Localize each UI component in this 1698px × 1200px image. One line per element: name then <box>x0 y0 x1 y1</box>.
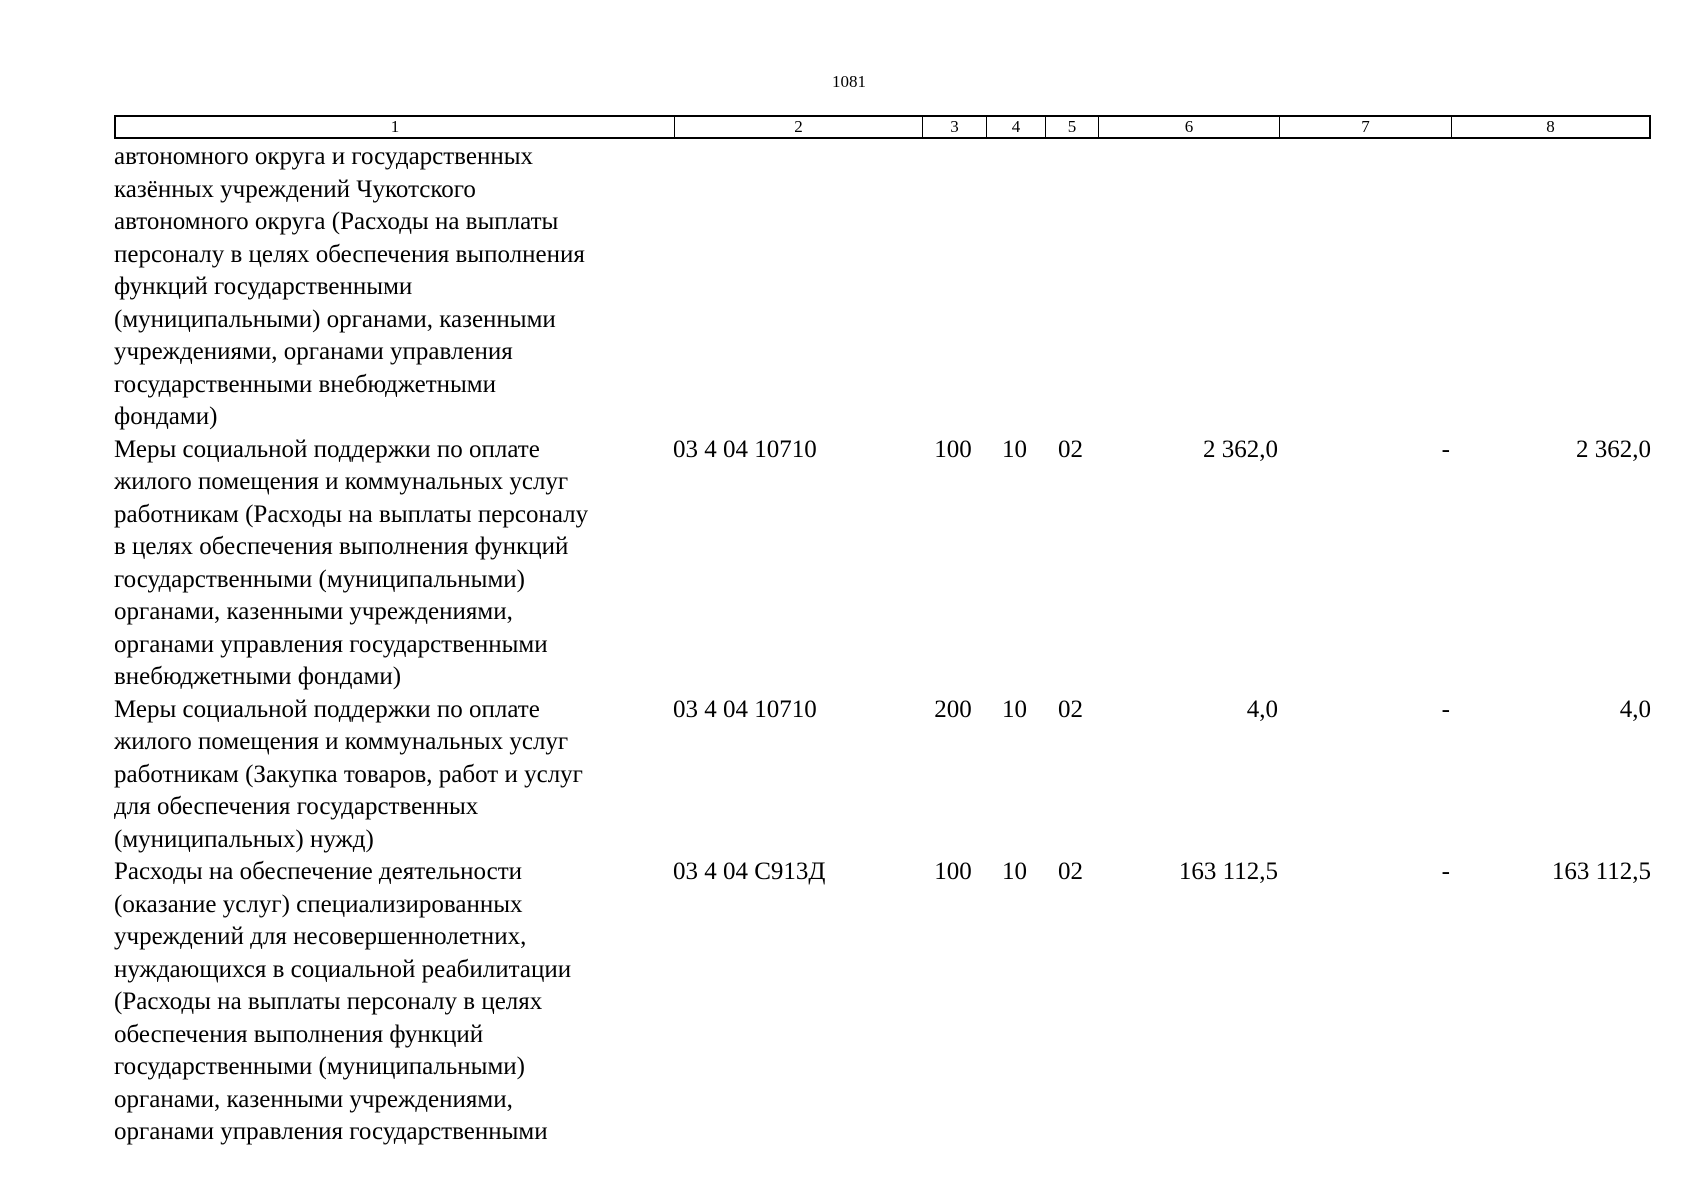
header-col-7: 7 <box>1280 117 1452 137</box>
row-description: Меры социальной поддержки по оплате жилого помещения и коммунальных услуг работникам (Закупка товаров, работ и услуг для обеспечения государственных (муниципальных) нужд) <box>114 695 583 853</box>
table-row <box>114 694 1651 857</box>
header-col-1: 1 <box>116 117 675 137</box>
row-target-code: 03 4 04 10710 <box>673 435 817 463</box>
table-header <box>114 115 1651 139</box>
row-sum-col8: 2 362,0 <box>1576 435 1651 463</box>
row-sum-col8: 4,0 <box>1619 695 1651 723</box>
row-sum-col7: - <box>1441 695 1450 723</box>
row-sum-col6: 2 362,0 <box>1203 435 1278 463</box>
row-target-code: 03 4 04 10710 <box>673 695 817 723</box>
row-subsection: 02 <box>1058 435 1083 463</box>
row-subsection: 02 <box>1058 858 1083 885</box>
row-description: автономного округа и государственных казённых учреждений Чукотского автономного округа (Расходы на выплаты персоналу в целях обеспечения выполнения функций государственными (муниципальными) органами, казенными учреждениями, органами управления государственными внебюджетными фондами) <box>114 143 585 430</box>
header-col-2: 2 <box>675 117 923 137</box>
table-body <box>114 141 1651 1149</box>
row-description: Меры социальной поддержки по оплате жилого помещения и коммунальных услуг работникам (Расходы на выплаты персоналу в целях обеспечения выполнения функций государственными (муниципальными) органами, казенными учреждениями, органами управления государственными внебюджетными фондами) <box>114 435 589 690</box>
row-expense-type: 100 <box>934 435 972 463</box>
row-expense-type: 100 <box>934 858 972 885</box>
row-target-code: 03 4 04 С913Д <box>673 858 826 885</box>
header-col-6: 6 <box>1099 117 1280 137</box>
row-sum-col7: - <box>1441 435 1450 463</box>
row-section: 10 <box>1002 858 1027 885</box>
row-expense-type: 200 <box>934 695 972 723</box>
row-section: 10 <box>1002 695 1027 723</box>
row-sum-col6: 163 112,5 <box>1178 858 1278 885</box>
row-description: Расходы на обеспечение деятельности (оказание услуг) специализированных учреждений для несовершеннолетних, нуждающихся в социальной реабилитации (Расходы на выплаты персоналу в целях обеспечения выполнения функций государственными (муниципальными) органами, казенными учреждениями, органами управления государственными <box>114 858 572 1145</box>
row-subsection: 02 <box>1058 695 1083 723</box>
row-section: 10 <box>1002 435 1027 463</box>
table-row <box>114 434 1651 694</box>
header-col-4: 4 <box>987 117 1046 137</box>
table-row <box>114 856 1651 1149</box>
row-sum-col7: - <box>1441 858 1450 885</box>
header-col-3: 3 <box>923 117 987 137</box>
table-row <box>114 141 1651 434</box>
row-sum-col8: 163 112,5 <box>1551 858 1651 885</box>
page-number: 1081 <box>832 72 866 91</box>
row-sum-col6: 4,0 <box>1246 695 1278 723</box>
header-col-8: 8 <box>1546 117 1555 136</box>
header-col-5: 5 <box>1046 117 1099 137</box>
